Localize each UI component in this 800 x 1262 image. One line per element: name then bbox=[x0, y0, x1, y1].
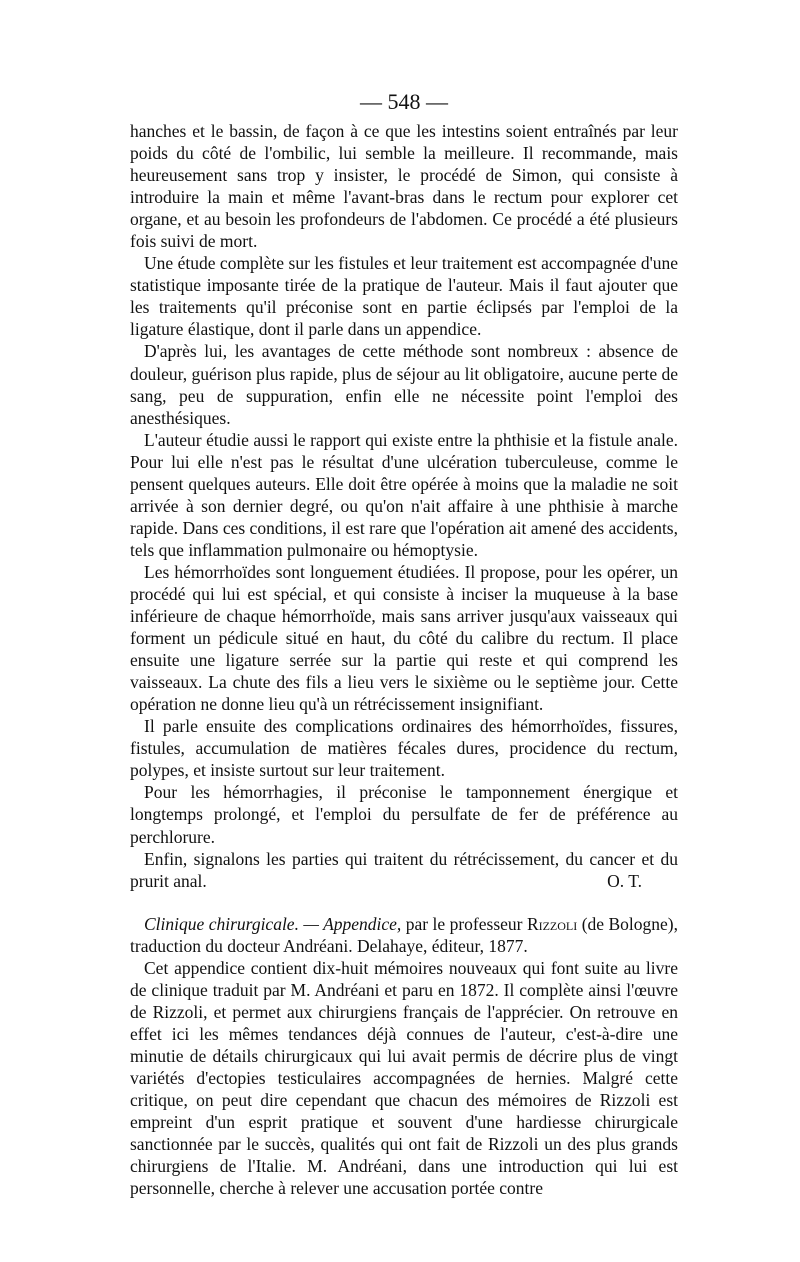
review2-by: par le professeur bbox=[401, 913, 527, 934]
document-page bbox=[130, 88, 678, 1199]
review2-paragraph-1: Cet appendice contient dix-huit mémoires nouveaux qui font suite au livre de clinique traduit par M. Andréani et paru en 1872. Il complète ainsi l'œuvre de Rizzoli, et permet aux chirurgiens français de l'apprécier. On retrouve en effet ici les mêmes tendances déjà connues de l'auteur, c'est-à-dire une minutie de détails chirurgicaux qui lui avait permis de décrire plus de vingt variétés d'ectopies testiculaires accompagnées de hernies. Malgré cette critique, on peut dire cependant que chacun des mémoires de Rizzoli est empreint d'un esprit pratique et souvent d'une hardiesse chirurgicale sanctionnée par le succès, qualités qui ont fait de Rizzoli un des plus grands chirurgiens de l'Italie. M. Andréani, dans une introduction qui lui est personnelle, cherche à relever une accusation portée contre bbox=[130, 957, 678, 1199]
review1-paragraph-2: Une étude complète sur les fistules et leur traitement est accompagnée d'une statistique imposante tirée de la pratique de l'auteur. Mais il faut ajouter que les traitements qu'il préconise sont en partie éclipsés par l'emploi de la ligature élastique, dont il parle dans un appendice. bbox=[130, 253, 678, 340]
review1-paragraph-3: D'après lui, les avantages de cette méthode sont nombreux : absence de douleur, guérison plus rapide, plus de séjour au lit obligatoire, aucune perte de sang, peu de suppuration, enfin elle ne nécessite point l'emploi des anesthésiques. bbox=[130, 341, 678, 428]
review1-signature: O. T. bbox=[607, 870, 642, 891]
review2-author: Rizzoli bbox=[526, 913, 578, 934]
review1-paragraph-7: Pour les hémorrhagies, il préconise le tamponnement énergique et longtemps prolongé, et l'emploi du persulfate de fer de préférence au perchlorure. bbox=[130, 782, 678, 847]
review1-closing bbox=[130, 848, 678, 892]
review1-paragraph-5: Les hémorrhoïdes sont longuement étudiées. Il propose, pour les opérer, un procédé qui lui est spécial, et qui consiste à inciser la muqueuse à la base inférieure de chaque hémorrhoïde, mais sans arriver jusqu'aux vaisseaux qui forment un pédicule situé en haut, du côté du calibre du rectum. Il place ensuite une ligature serrée sur la partie qui reste et qui comprend les vaisseaux. La chute des fils a lieu vers le sixième ou le septième jour. Cette opération ne donne lieu qu'à un rétrécissement insignifiant. bbox=[130, 561, 678, 715]
page-number: — 548 — bbox=[360, 89, 448, 114]
review1-paragraph-4: L'auteur étudie aussi le rapport qui existe entre la phthisie et la fistule anale. Pour lui elle n'est pas le résultat d'une ulcération tuberculeuse, comme le pensent quelques auteurs. Elle doit être opérée à moins que la maladie ne soit arrivée à son dernier degré, ou qu'on n'ait affaire à une phthisie à marche rapide. Dans ces conditions, il est rare que l'opération ait amené des accidents, tels que inflammation pulmonaire ou hémoptysie. bbox=[130, 429, 678, 560]
review2-heading bbox=[130, 913, 678, 957]
review2-publication: (de Bologne), traduction du docteur Andréani. Delahaye, éditeur, 1877. bbox=[130, 913, 678, 956]
review1-paragraph-1: hanches et le bassin, de façon à ce que les intestins soient entraînés par leur poids du côté de l'ombilic, lui semble la meilleure. Il recommande, mais heureusement sans trop y insister, le procédé de Simon, qui consiste à introduire la main et même l'avant-bras dans le rectum pour explorer cet organe, et au besoin les profondeurs de l'abdomen. Ce procédé a été plusieurs fois suivi de mort. bbox=[130, 121, 678, 252]
review2-title: Clinique chirurgicale. — Appendice, bbox=[144, 913, 402, 934]
review1-paragraph-8: Enfin, signalons les parties qui traitent du rétrécissement, du cancer et du prurit anal. bbox=[130, 848, 678, 891]
review1-paragraph-6: Il parle ensuite des complications ordinaires des hémorrhoïdes, fissures, fistules, accumulation de matières fécales dures, procidence du rectum, polypes, et insiste surtout sur leur traitement. bbox=[130, 716, 678, 781]
section-gap bbox=[130, 892, 678, 913]
